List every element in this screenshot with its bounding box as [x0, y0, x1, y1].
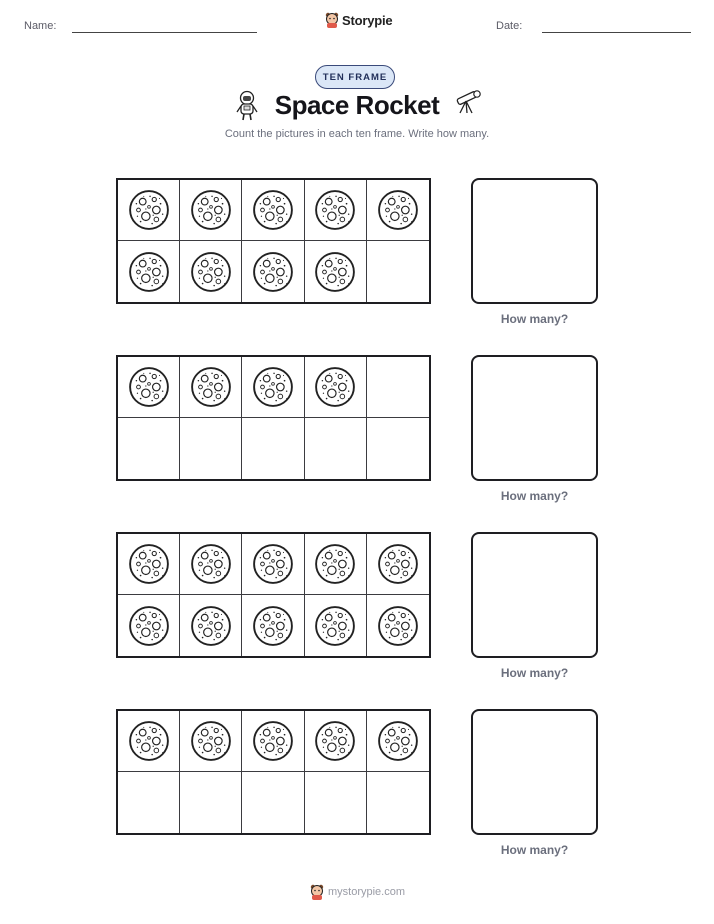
ten-frame-cell [180, 357, 242, 418]
how-many-label: How many? [500, 666, 569, 680]
ten-frame-cell [180, 534, 242, 595]
ten-frame-cell [305, 711, 367, 772]
name-label: Name: [24, 20, 57, 32]
ten-frame-cell [242, 711, 304, 772]
how-many-label: How many? [500, 843, 569, 857]
instructions: Count the pictures in each ten frame. Write how many. [224, 128, 490, 140]
moon-icon [190, 720, 232, 762]
moon-icon [377, 720, 419, 762]
ten-frame-cell [180, 180, 242, 241]
moon-icon [252, 720, 294, 762]
ten-frame-cell [180, 711, 242, 772]
moon-icon [252, 366, 294, 408]
answer-box[interactable] [471, 355, 598, 481]
ten-frame-cell [305, 357, 367, 418]
moon-icon [190, 189, 232, 231]
page-title: Space Rocket [274, 90, 440, 120]
ten-frame-cell [367, 772, 429, 833]
ten-frame-cell [118, 241, 180, 302]
answer-box[interactable] [471, 178, 598, 304]
moon-icon [314, 720, 356, 762]
ten-frame-badge: TEN FRAME [315, 65, 395, 89]
moon-icon [377, 543, 419, 585]
moon-icon [128, 251, 170, 293]
answer-box[interactable] [471, 532, 598, 658]
moon-icon [190, 366, 232, 408]
ten-frame-cell [118, 180, 180, 241]
moon-icon [252, 543, 294, 585]
moon-icon [377, 189, 419, 231]
moon-icon [128, 543, 170, 585]
brand-name: Storypie [342, 12, 393, 28]
ten-frame-cell [305, 180, 367, 241]
ten-frame-cell [118, 595, 180, 656]
ten-frame-cell [367, 711, 429, 772]
moon-icon [314, 605, 356, 647]
moon-icon [128, 605, 170, 647]
telescope-icon [451, 89, 483, 115]
ten-frame-cell [367, 595, 429, 656]
ten-frame-cell [242, 534, 304, 595]
ten-frame-cell [305, 534, 367, 595]
date-label: Date: [496, 20, 523, 32]
answer-box[interactable] [471, 709, 598, 835]
bear-icon [325, 12, 339, 28]
ten-frame-cell [305, 772, 367, 833]
moon-icon [252, 605, 294, 647]
ten-frame-cell [180, 595, 242, 656]
moon-icon [128, 189, 170, 231]
ten-frame-cell [242, 357, 304, 418]
ten-frame-cell [118, 711, 180, 772]
ten-frame-cell [180, 418, 242, 479]
moon-icon [190, 605, 232, 647]
ten-frame [116, 178, 431, 304]
ten-frame-cell [118, 357, 180, 418]
moon-icon [190, 543, 232, 585]
footer-url: mystorypie.com [328, 886, 406, 898]
name-line[interactable] [72, 32, 257, 33]
moon-icon [190, 251, 232, 293]
moon-icon [252, 251, 294, 293]
moon-icon [314, 189, 356, 231]
ten-frame-cell [242, 595, 304, 656]
how-many-label: How many? [500, 489, 569, 503]
moon-icon [377, 605, 419, 647]
ten-frame-cell [367, 241, 429, 302]
ten-frame [116, 709, 431, 835]
ten-frame-cell [242, 241, 304, 302]
date-line[interactable] [542, 32, 691, 33]
moon-icon [252, 189, 294, 231]
moon-icon [128, 366, 170, 408]
ten-frame-cell [118, 418, 180, 479]
ten-frame-cell [305, 241, 367, 302]
ten-frame-cell [180, 772, 242, 833]
ten-frame-cell [242, 180, 304, 241]
ten-frame-cell [180, 241, 242, 302]
ten-frame-cell [118, 772, 180, 833]
ten-frame-cell [367, 418, 429, 479]
ten-frame-cell [305, 595, 367, 656]
ten-frame-cell [242, 772, 304, 833]
ten-frame-cell [367, 357, 429, 418]
ten-frame-cell [242, 418, 304, 479]
ten-frame [116, 532, 431, 658]
ten-frame-cell [367, 534, 429, 595]
footer [310, 884, 405, 900]
ten-frame-cell [118, 534, 180, 595]
ten-frame [116, 355, 431, 481]
moon-icon [128, 720, 170, 762]
ten-frame-cell [367, 180, 429, 241]
moon-icon [314, 251, 356, 293]
brand-logo [325, 12, 392, 28]
how-many-label: How many? [500, 312, 569, 326]
ten-frame-cell [305, 418, 367, 479]
moon-icon [314, 543, 356, 585]
moon-icon [314, 366, 356, 408]
bear-icon [310, 884, 324, 900]
